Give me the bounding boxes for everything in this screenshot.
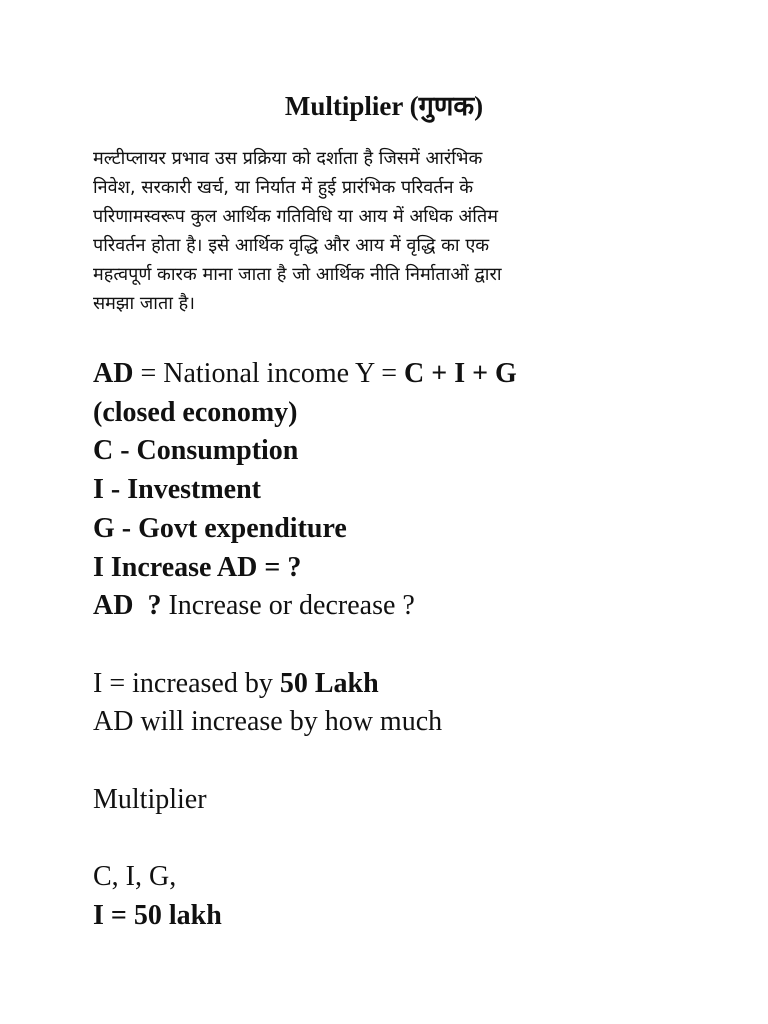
intro-line: निवेश, सरकारी खर्च, या निर्यात में हुई प्रारंभिक परिवर्तन के [93,177,474,198]
cig-line: C, I, G, [93,861,177,893]
equation-ad: AD [93,358,134,389]
intro-paragraph [93,144,693,318]
investment-line [93,471,733,510]
equation-line [93,355,733,394]
intro-line: परिवर्तन होता है। इसे आर्थिक वृद्धि और आय में वृद्धि का एक [93,235,490,256]
increase-or-decrease-text: Increase or decrease ? [161,590,415,622]
blank-line [93,626,733,665]
equation-components: C + I + G [404,358,517,389]
consumption-line [93,432,733,471]
govt-expenditure-line [93,510,733,549]
notes-block [93,355,733,936]
how-much-line: AD will increase by how much [93,706,443,738]
ad-question-text: AD ? [93,590,162,622]
intro-line: परिणामस्वरूप कुल आर्थिक गतिविधि या आय में अधिक अंतिम [93,206,498,227]
govt-expenditure-text: G - Govt expenditure [93,512,347,544]
fifty-lakh-text: 50 Lakh [279,667,379,699]
closed-economy-line [93,394,733,433]
i-equals-text: I = 50 lakh [93,899,222,931]
consumption-text: C - Consumption [93,435,299,467]
increased-by-text: I = increased by [93,667,280,699]
closed-economy-text: (closed economy) [93,396,298,428]
multiplier-line: Multiplier [93,783,207,815]
investment-text: I - Investment [93,474,261,506]
intro-line: समझा जाता है। [93,293,195,314]
increased-by-line [93,665,733,704]
intro-line: मल्टीप्लायर प्रभाव उस प्रक्रिया को दर्शाता है जिसमें आरंभिक [93,148,483,169]
increase-or-decrease-line [93,587,733,626]
blank-line [93,819,733,858]
i-equals-line [93,897,733,936]
intro-line: महत्वपूर्ण कारक माना जाता है जो आर्थिक नीति निर्माताओं द्वारा [93,264,502,285]
equation-middle: = National income Y = [133,358,405,389]
increase-question-text: I Increase AD = ? [93,551,302,583]
page-title: Multiplier (गुणक) [284,91,484,121]
blank-line [93,742,733,781]
increase-question-line [93,549,733,588]
